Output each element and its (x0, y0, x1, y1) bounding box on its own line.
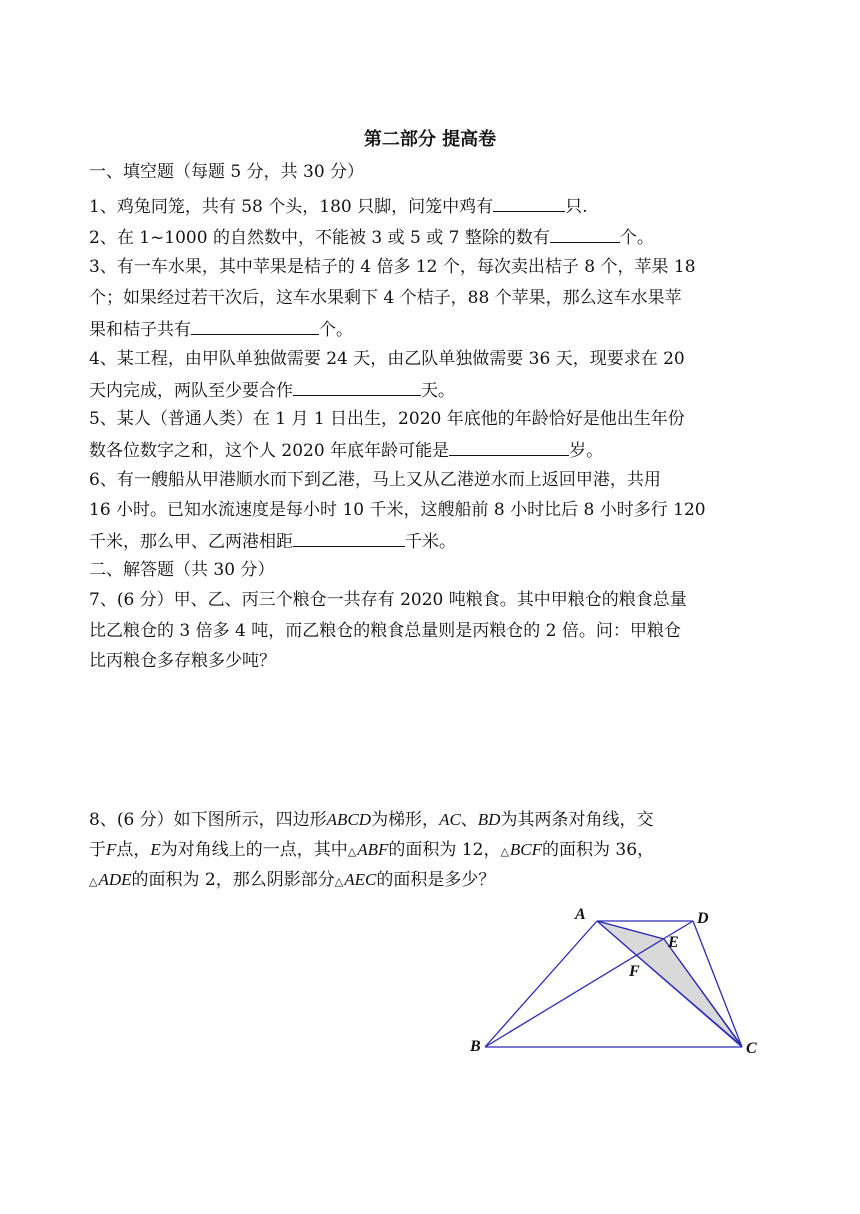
q8-text: 、 (460, 810, 478, 830)
q3-text: 果和桔子共有 (89, 320, 191, 340)
q8-text: 为其两条对角线，交 (500, 810, 654, 830)
q8-text: 于 (89, 840, 106, 860)
diagonal-bd (485, 921, 693, 1047)
q8-text: 为梯形， (371, 810, 440, 830)
triangle-symbol: △ (347, 845, 357, 858)
segment-dc (693, 921, 742, 1047)
triangle-symbol: △ (500, 845, 509, 858)
question-7-line-2: 比乙粮仓的 3 倍多 4 吨，而乙粮仓的粮食总量则是丙粮仓的 2 倍。问：甲粮仓 (89, 621, 681, 641)
triangle-symbol: △ (334, 875, 344, 888)
q4-text: 天内完成，两队至少要合作 (89, 381, 293, 401)
q8-text: 8、(6 分）如下图所示，四边形 (89, 810, 327, 830)
var-e: E (150, 840, 161, 859)
var-aec: AEC (344, 870, 377, 889)
var-bd: BD (477, 810, 501, 829)
page-title: 第二部分 提高卷 (363, 129, 497, 150)
q8-text: 的面积为 36， (542, 840, 655, 860)
question-6-line-2: 16 小时。已知水流速度是每小时 10 千米，这艘船前 8 小时比后 8 小时多行 120 (89, 500, 706, 520)
q8-text: 的面积为 2，那么阴影部分 (131, 870, 335, 890)
var-abf: ABF (357, 840, 389, 859)
question-7-line-3: 比丙粮仓多存粮多少吨？ (89, 651, 276, 671)
q6-unit: 千米。 (405, 532, 456, 552)
label-e: E (668, 934, 679, 951)
label-a: A (575, 906, 586, 923)
q5-unit: 岁。 (569, 441, 604, 461)
q4-unit: 天。 (421, 381, 455, 401)
q8-text: 的面积是多少？ (376, 870, 496, 890)
q3-unit: 个。 (319, 320, 353, 340)
q6-text: 千米，那么甲、乙两港相距 (89, 532, 293, 552)
var-bcf: BCF (509, 840, 543, 859)
question-4-line-1: 4、某工程，由甲队单独做需要 24 天，由乙队单独做需要 36 天，现要求在 20 (89, 349, 685, 369)
var-ac: AC (439, 810, 461, 829)
var-f: F (106, 840, 117, 859)
segment-ab (485, 921, 597, 1047)
section-fill-in: 一、填空题（每题 5 分，共 30 分） (89, 162, 365, 182)
segment-ec (664, 939, 742, 1047)
q8-text: 为对角线上的一点，其中 (160, 840, 348, 860)
question-6-line-1: 6、有一艘船从甲港顺水而下到乙港，马上又从乙港逆水而上返回甲港，共用 (89, 470, 661, 490)
triangle-symbol: △ (89, 875, 98, 888)
section-problems: 二、解答题（共 30 分） (89, 560, 275, 580)
var-ade: ADE (98, 870, 132, 889)
question-3-line-2: 个；如果经过若干次后，这车水果剩下 4 个桔子，88 个苹果，那么这车水果苹 (89, 288, 682, 308)
question-5-line-1: 5、某人（普通人类）在 1 月 1 日出生，2020 年底他的年龄恰好是他出生年份 (89, 409, 685, 429)
q2-unit: 个。 (619, 228, 654, 248)
q8-text: 点， (116, 840, 151, 860)
var-abcd: ABCD (326, 810, 372, 829)
q1-unit: 只. (565, 197, 588, 217)
q2-text: 2、在 1~1000 的自然数中，不能被 3 或 5 或 7 整除的数有 (89, 228, 550, 248)
question-3-line-1: 3、有一车水果，其中苹果是桔子的 4 倍多 12 个，每次卖出桔子 8 个，苹果 18 (89, 257, 696, 277)
question-7-line-1: 7、(6 分）甲、乙、丙三个粮仓一共存有 2020 吨粮食。其中甲粮仓的粮食总量 (89, 590, 687, 610)
label-d: D (697, 910, 709, 927)
label-c: C (746, 1040, 757, 1057)
label-b: B (470, 1038, 481, 1055)
q8-text: 的面积为 12， (388, 840, 501, 860)
q1-text: 1、鸡兔同笼，共有 58 个头，180 只脚，问笼中鸡有 (89, 197, 494, 217)
label-f: F (629, 963, 640, 980)
q5-text: 数各位数字之和，这个人 2020 年底年龄可能是 (89, 441, 450, 461)
